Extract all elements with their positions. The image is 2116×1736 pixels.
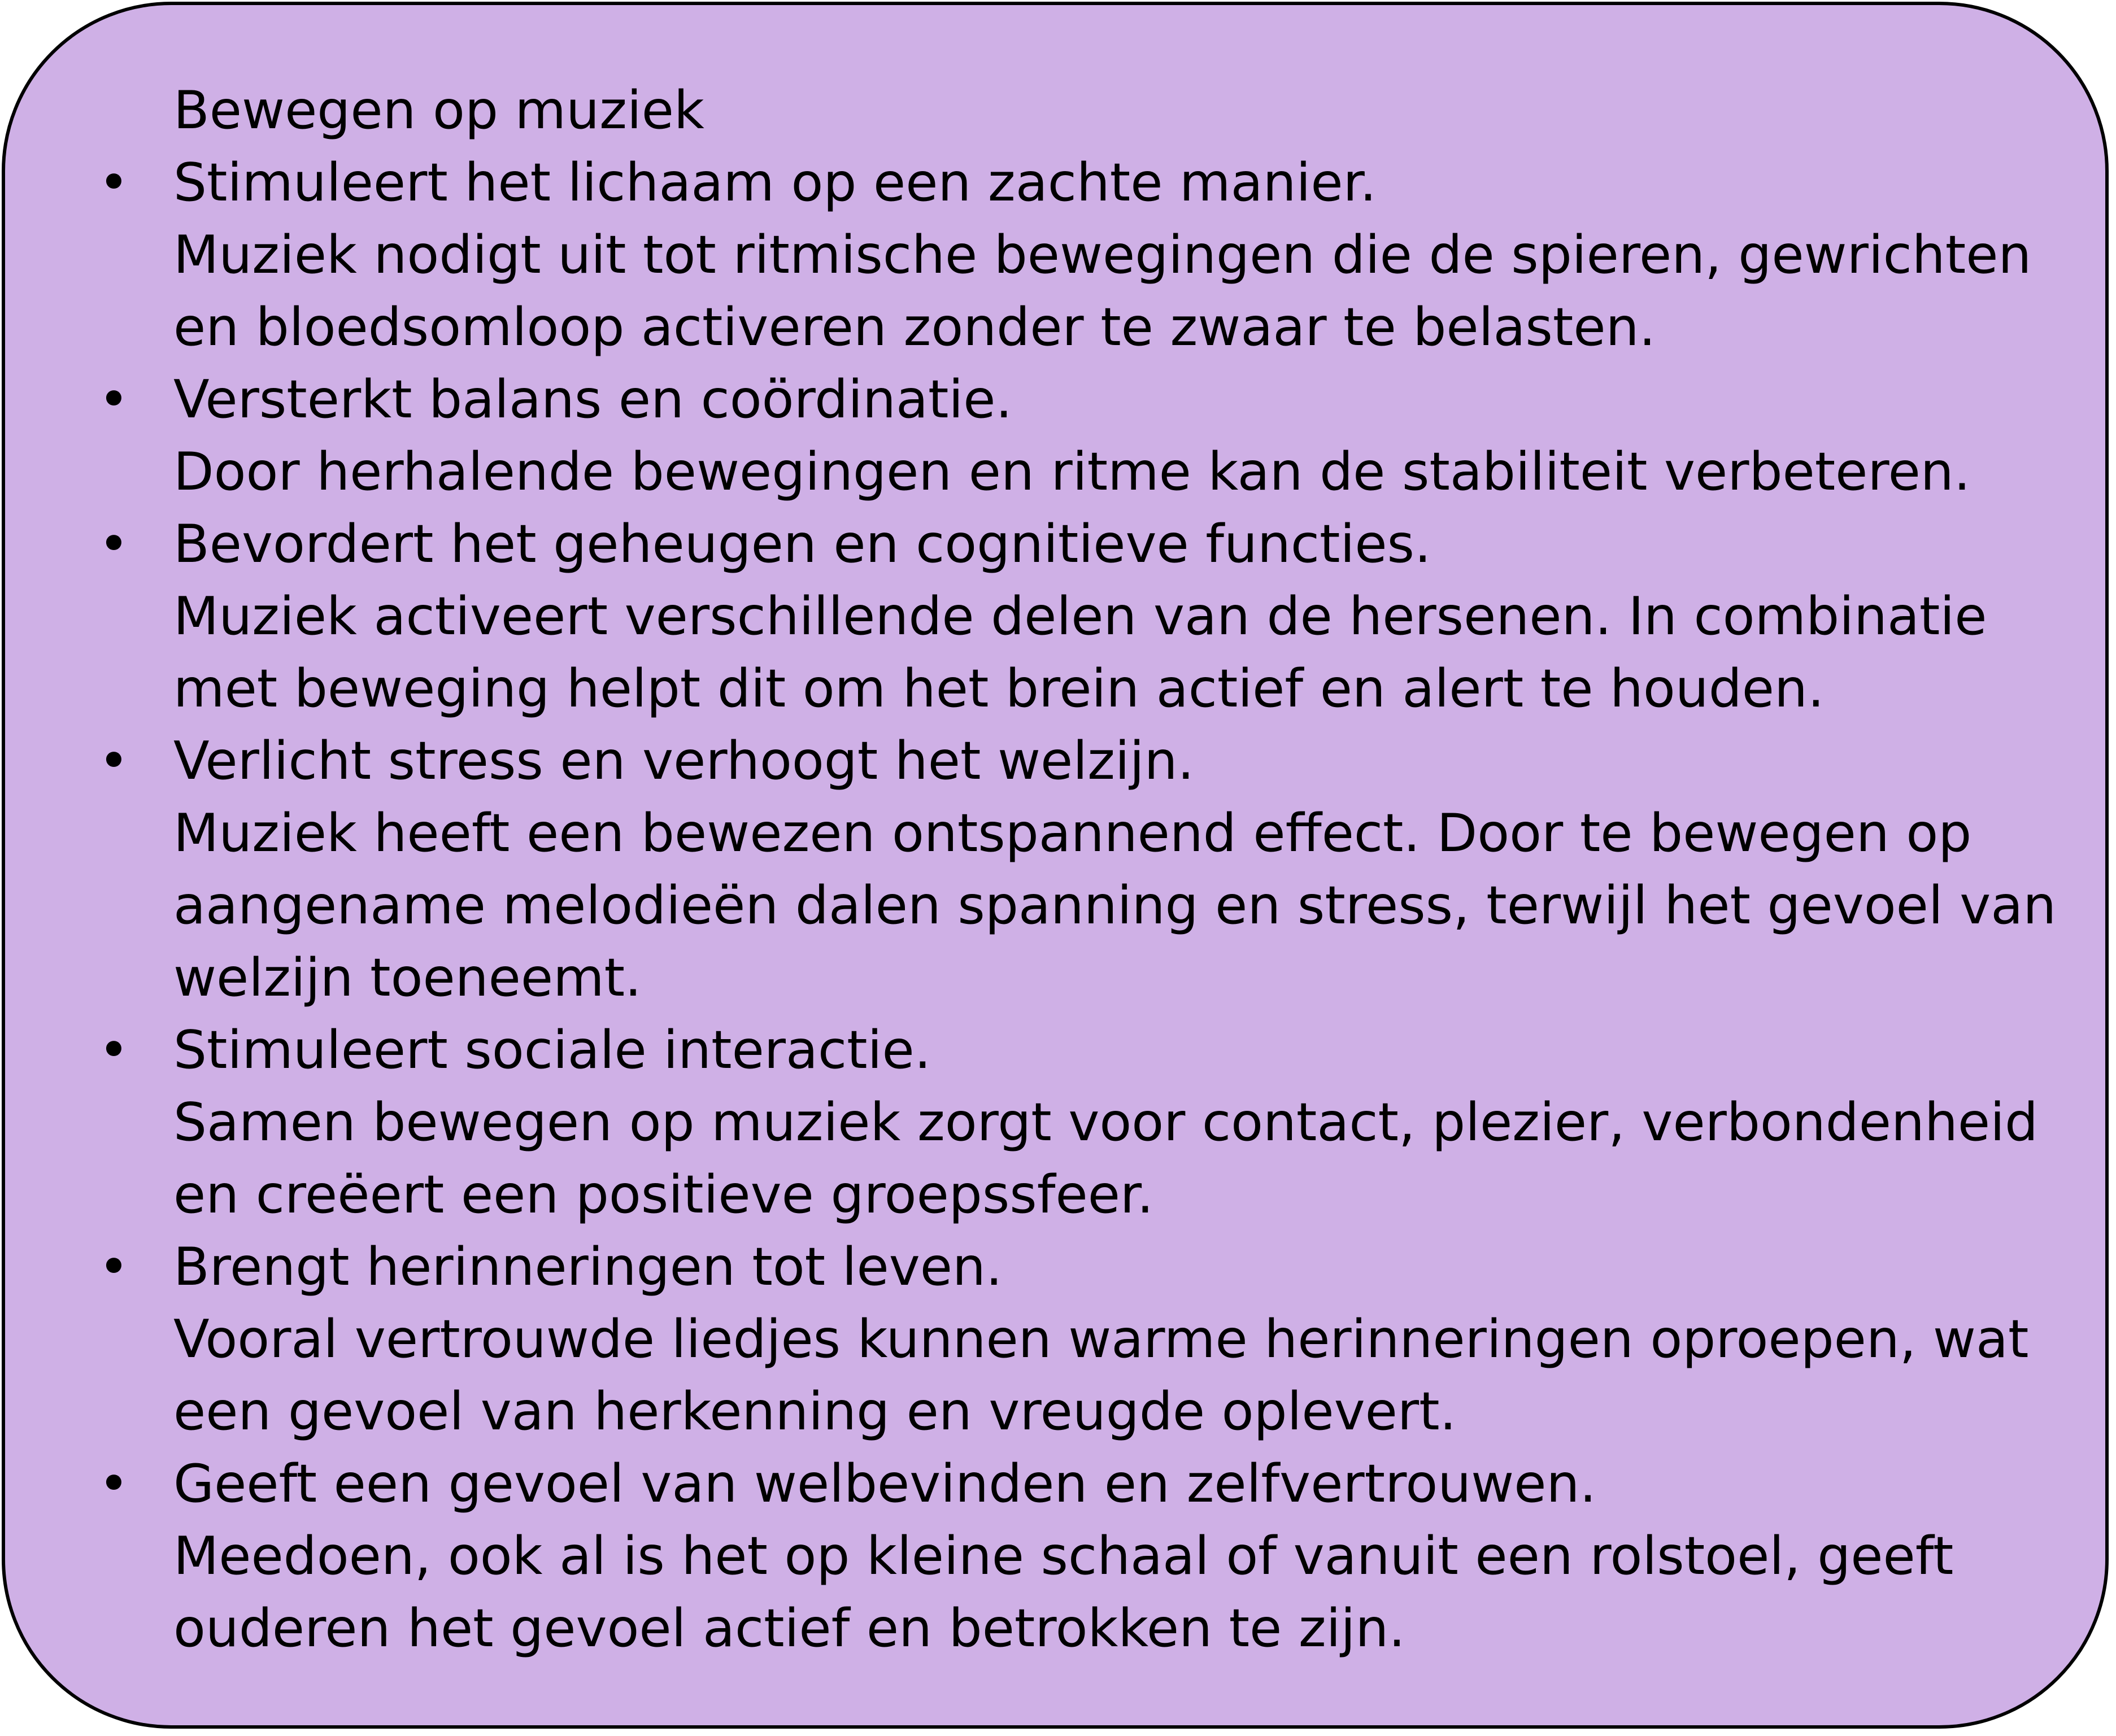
item-heading: Versterkt balans en coördinatie. xyxy=(173,369,1013,430)
item-text: een gevoel van herkenning en vreugde oplevert. xyxy=(173,1381,1457,1442)
item-text: Muziek heeft een bewezen ontspannend effect. Door te bewegen op xyxy=(173,802,1972,863)
item-text: en creëert een positieve groepssfeer. xyxy=(173,1164,1154,1225)
list-item xyxy=(5,363,2105,508)
item-heading: Geeft een gevoel van welbevinden en zelfvertrouwen. xyxy=(173,1453,1596,1514)
list-item xyxy=(5,146,2105,363)
item-text: Vooral vertrouwde liedjes kunnen warme herinneringen oproepen, wat xyxy=(173,1308,2029,1369)
benefit-list xyxy=(5,146,2105,1664)
bullet-icon: • xyxy=(98,152,129,213)
bullet-icon: • xyxy=(98,369,129,430)
item-text: Muziek nodigt uit tot ritmische bewegingen die de spieren, gewrichten xyxy=(173,224,2032,285)
item-text: Samen bewegen op muziek zorgt voor contact, plezier, verbondenheid xyxy=(173,1092,2039,1153)
item-text: Muziek activeert verschillende delen van de hersenen. In combinatie xyxy=(173,586,1987,647)
item-text: en bloedsomloop activeren zonder te zwaar te belasten. xyxy=(173,296,1656,357)
item-text: ouderen het gevoel actief en betrokken te zijn. xyxy=(173,1598,1405,1659)
list-item xyxy=(5,1231,2105,1447)
bullet-icon: • xyxy=(98,1453,129,1514)
card-title: Bewegen op muziek xyxy=(173,80,704,141)
item-text: aangename melodieën dalen spanning en stress, terwijl het gevoel van xyxy=(173,875,2057,936)
list-item xyxy=(5,1447,2105,1664)
item-heading: Verlicht stress en verhoogt het welzijn. xyxy=(173,730,1195,791)
item-text: Door herhalende bewegingen en ritme kan de stabiliteit verbeteren. xyxy=(173,441,1971,502)
card-content xyxy=(5,74,2105,1664)
item-heading: Stimuleert het lichaam op een zachte manier. xyxy=(173,152,1377,213)
item-text: met beweging helpt dit om het brein actief en alert te houden. xyxy=(173,658,1825,719)
list-item xyxy=(5,725,2105,1014)
bullet-icon: • xyxy=(98,513,129,574)
info-card xyxy=(2,2,2109,1729)
item-heading: Bevordert het geheugen en cognitieve functies. xyxy=(173,513,1431,574)
bullet-icon: • xyxy=(98,1019,129,1080)
item-text: Meedoen, ook al is het op kleine schaal of vanuit een rolstoel, geeft xyxy=(173,1525,1954,1586)
list-item xyxy=(5,508,2105,725)
item-heading: Brengt herinneringen tot leven. xyxy=(173,1236,1003,1297)
list-item xyxy=(5,1014,2105,1231)
item-heading: Stimuleert sociale interactie. xyxy=(173,1019,931,1080)
bullet-icon: • xyxy=(98,730,129,791)
item-text: welzijn toeneemt. xyxy=(173,947,642,1008)
bullet-icon: • xyxy=(98,1236,129,1297)
